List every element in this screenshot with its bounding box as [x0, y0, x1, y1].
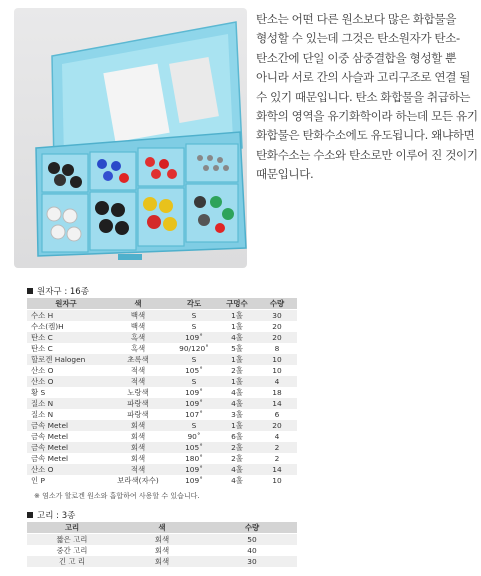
parts-section-title	[27, 285, 89, 297]
table-row	[27, 475, 297, 486]
cell-atom: 산소 O	[27, 365, 105, 376]
table-row	[27, 365, 297, 376]
cell-color: 파랑색	[105, 398, 171, 409]
cell-qty: 8	[257, 343, 297, 354]
cell-angle: S	[171, 420, 217, 431]
cell-color: 회색	[105, 431, 171, 442]
cell-color: 적색	[105, 464, 171, 475]
cell-qty: 10	[257, 354, 297, 365]
table-row	[27, 376, 297, 387]
cell-atom: 금속 Metel	[27, 453, 105, 464]
cell-holes: 1홀	[217, 376, 257, 387]
cell-angle: 109˚	[171, 464, 217, 475]
header-color: 색	[117, 522, 207, 534]
table-row	[27, 464, 297, 475]
table-row	[27, 453, 297, 464]
table-row	[27, 431, 297, 442]
cell-color: 노랑색	[105, 387, 171, 398]
bonds-table-header	[27, 522, 297, 534]
footnote: ※ 염소가 할로겐 원소와 흡합하여 사용할 수 있습니다.	[34, 492, 200, 500]
cell-qty: 2	[257, 453, 297, 464]
table-row	[27, 556, 297, 567]
table-row	[27, 398, 297, 409]
cell-holes: 5홀	[217, 343, 257, 354]
cell-holes: 4홀	[217, 475, 257, 486]
cell-qty: 30	[207, 556, 297, 567]
cell-atom: 인 P	[27, 475, 105, 486]
cell-holes: 4홀	[217, 387, 257, 398]
cell-holes: 6홀	[217, 431, 257, 442]
bonds-table	[27, 522, 297, 567]
cell-angle: 90/120˚	[171, 343, 217, 354]
cell-qty: 18	[257, 387, 297, 398]
cell-angle: 180˚	[171, 453, 217, 464]
cell-angle: 109˚	[171, 475, 217, 486]
cell-qty: 6	[257, 409, 297, 420]
parts-table-header	[27, 298, 297, 310]
cell-qty: 20	[257, 332, 297, 343]
cell-qty: 2	[257, 442, 297, 453]
header-atom: 원자구	[27, 298, 105, 310]
cell-angle: 105˚	[171, 365, 217, 376]
molecular-model-kit-image	[14, 8, 247, 268]
cell-color: 회색	[105, 420, 171, 431]
cell-atom: 수소 H	[27, 310, 105, 322]
cell-color: 적색	[105, 365, 171, 376]
cell-angle: 90˚	[171, 431, 217, 442]
cell-color: 백색	[105, 321, 171, 332]
header-holes: 구멍수	[217, 298, 257, 310]
cell-angle: S	[171, 310, 217, 322]
bonds-section-label: 고리 : 3종	[37, 511, 76, 521]
cell-qty: 40	[207, 545, 297, 556]
header-bond: 고리	[27, 522, 117, 534]
cell-qty: 20	[257, 321, 297, 332]
cell-holes: 1홀	[217, 354, 257, 365]
cell-color: 회색	[117, 545, 207, 556]
cell-qty: 4	[257, 431, 297, 442]
cell-holes: 2홀	[217, 442, 257, 453]
cell-atom: 질소 N	[27, 409, 105, 420]
cell-holes: 2홀	[217, 453, 257, 464]
cell-atom: 황 S	[27, 387, 105, 398]
cell-color: 파랑색	[105, 409, 171, 420]
bonds-section-title	[27, 509, 75, 521]
table-row	[27, 332, 297, 343]
cell-atom: 금속 Metel	[27, 442, 105, 453]
cell-qty: 50	[207, 534, 297, 546]
cell-holes: 3홀	[217, 409, 257, 420]
cell-color: 초록색	[105, 354, 171, 365]
table-row	[27, 409, 297, 420]
cell-qty: 14	[257, 464, 297, 475]
table-row	[27, 420, 297, 431]
cell-holes: 4홀	[217, 464, 257, 475]
parts-table	[27, 298, 297, 486]
cell-color: 회색	[117, 534, 207, 546]
bullet-square-icon	[27, 512, 33, 518]
cell-color: 흑색	[105, 332, 171, 343]
cell-qty: 20	[257, 420, 297, 431]
cell-bond: 긴 고 리	[27, 556, 117, 567]
header-angle: 각도	[171, 298, 217, 310]
cell-color: 적색	[105, 376, 171, 387]
cell-color: 회색	[105, 453, 171, 464]
cell-qty: 4	[257, 376, 297, 387]
cell-atom: 금속 Metel	[27, 431, 105, 442]
parts-section-label: 원자구 : 16종	[37, 287, 89, 297]
cell-bond: 짧은 고리	[27, 534, 117, 546]
header-qty: 수량	[207, 522, 297, 534]
cell-angle: 107˚	[171, 409, 217, 420]
cell-holes: 1홀	[217, 310, 257, 322]
cell-color: 보라색(자수)	[105, 475, 171, 486]
header-qty: 수량	[257, 298, 297, 310]
header-color: 색	[105, 298, 171, 310]
cell-color: 회색	[117, 556, 207, 567]
cell-holes: 2홀	[217, 365, 257, 376]
cell-qty: 14	[257, 398, 297, 409]
table-row	[27, 343, 297, 354]
cell-angle: 109˚	[171, 332, 217, 343]
cell-holes: 4홀	[217, 332, 257, 343]
cell-atom: 금속 Metel	[27, 420, 105, 431]
cell-color: 백색	[105, 310, 171, 322]
table-row	[27, 534, 297, 546]
product-photo	[14, 8, 247, 268]
cell-holes: 4홀	[217, 398, 257, 409]
cell-holes: 1홀	[217, 321, 257, 332]
table-row	[27, 545, 297, 556]
description-text: 탄소는 어떤 다른 원소보다 많은 화합물을 형성할 수 있는데 그것은 탄소원자가 탄소-탄소간에 단일 이중 삼중결합을 형성할 뿐 아니라 서로 간의 사슬과 고리구조로 연결 될 수 있기 때문입니다. 탄소 화합물을 취급하는 화학의 영역을 유기화학이라 하는데 모든 유기 화합물은 탄화수소에도 유도됩니다. 왜냐하면 탄화수소는 수소와 탄소로만 이루어 진 것이기 때문입니다.	[256, 12, 478, 182]
cell-angle: S	[171, 376, 217, 387]
cell-angle: S	[171, 354, 217, 365]
cell-atom: 수소(켐)H	[27, 321, 105, 332]
cell-qty: 30	[257, 310, 297, 322]
cell-atom: 할로겐 Halogen	[27, 354, 105, 365]
table-row	[27, 310, 297, 322]
cell-atom: 산소 O	[27, 464, 105, 475]
table-row	[27, 321, 297, 332]
cell-color: 회색	[105, 442, 171, 453]
cell-atom: 탄소 C	[27, 343, 105, 354]
cell-qty: 10	[257, 365, 297, 376]
cell-qty: 10	[257, 475, 297, 486]
bullet-square-icon	[27, 288, 33, 294]
cell-atom: 탄소 C	[27, 332, 105, 343]
cell-angle: 109˚	[171, 398, 217, 409]
cell-color: 흑색	[105, 343, 171, 354]
cell-holes: 1홀	[217, 420, 257, 431]
table-row	[27, 354, 297, 365]
cell-angle: 109˚	[171, 387, 217, 398]
cell-angle: 105˚	[171, 442, 217, 453]
cell-atom: 질소 N	[27, 398, 105, 409]
cell-bond: 중간 고리	[27, 545, 117, 556]
cell-angle: S	[171, 321, 217, 332]
table-row	[27, 387, 297, 398]
table-row	[27, 442, 297, 453]
cell-atom: 산소 O	[27, 376, 105, 387]
